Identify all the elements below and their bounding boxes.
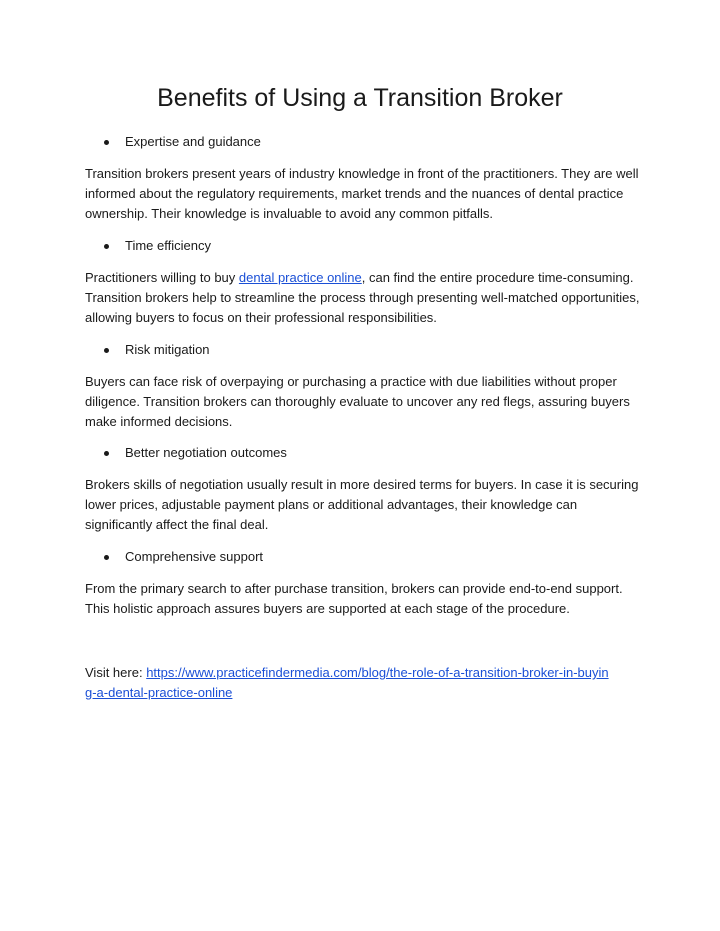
bullet-dot-icon bbox=[104, 140, 109, 145]
paragraph-text: , can find the entire procedure time-consuming. Transition brokers help to streamline the process through presenting well-matched opportunities, allowing buyers to focus on their professional responsibilities. bbox=[85, 270, 640, 325]
bullet-dot-icon bbox=[104, 451, 109, 456]
bullet-item-expertise bbox=[104, 132, 261, 152]
bullet-item-risk-mitigation bbox=[104, 340, 210, 360]
paragraph-support: From the primary search to after purchase transition, brokers can provide end-to-end support. This holistic approach assures buyers are supported at each stage of the procedure. bbox=[85, 581, 623, 616]
paragraph-expertise: Transition brokers present years of industry knowledge in front of the practitioners. They are well informed about the regulatory requirements, market trends and the nuances of dental practice ownership. Their knowledge is invaluable to avoid any common pitfalls. bbox=[85, 166, 639, 221]
bullet-item-support bbox=[104, 547, 263, 567]
bullet-label: Time efficiency bbox=[125, 238, 211, 253]
visit-url-link[interactable]: https://www.practicefindermedia.com/blog/the-role-of-a-transition-broker-in-buying-a-dental-practice-online bbox=[85, 665, 609, 700]
paragraph-time-efficiency bbox=[85, 268, 645, 328]
page-title: Benefits of Using a Transition Broker bbox=[157, 84, 563, 112]
visit-paragraph bbox=[85, 663, 615, 703]
bullet-label: Risk mitigation bbox=[125, 342, 210, 357]
paragraph-negotiation: Brokers skills of negotiation usually result in more desired terms for buyers. In case it is securing lower prices, adjustable payment plans or additional advantages, their knowledge can significantly affect the final deal. bbox=[85, 477, 639, 532]
bullet-label: Better negotiation outcomes bbox=[125, 445, 287, 460]
paragraph-text: Practitioners willing to buy bbox=[85, 270, 239, 285]
bullet-dot-icon bbox=[104, 555, 109, 560]
paragraph-risk-mitigation: Buyers can face risk of overpaying or purchasing a practice with due liabilities without proper diligence. Transition brokers can thoroughly evaluate to uncover any red flegs, assuring buyers make informed decisions. bbox=[85, 374, 630, 429]
dental-practice-online-link[interactable]: dental practice online bbox=[238, 270, 362, 285]
bullet-item-time-efficiency bbox=[104, 236, 211, 256]
visit-label: Visit here: bbox=[85, 665, 147, 680]
bullet-label: Expertise and guidance bbox=[125, 134, 261, 149]
bullet-dot-icon bbox=[104, 348, 109, 353]
bullet-dot-icon bbox=[104, 244, 109, 249]
bullet-item-negotiation bbox=[104, 443, 287, 463]
bullet-label: Comprehensive support bbox=[125, 549, 264, 564]
